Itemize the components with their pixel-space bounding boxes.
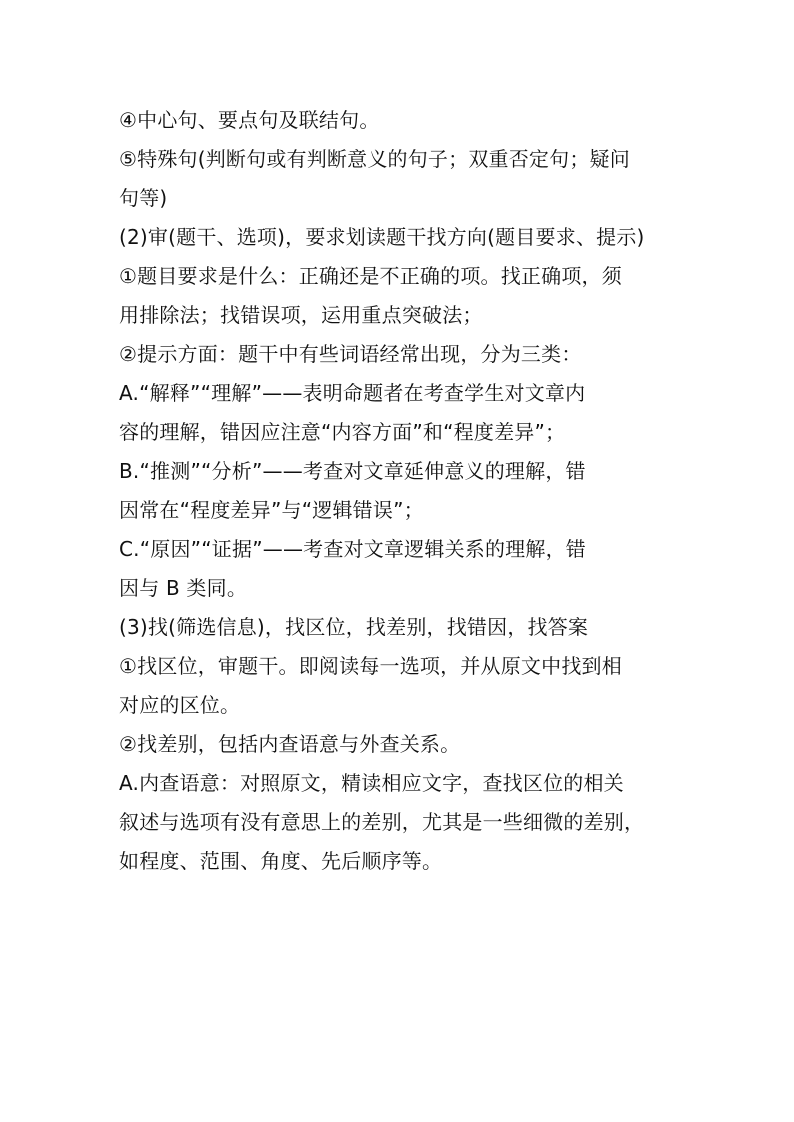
- text-line: B.“推测”“分析”——考查对文章延伸意义的理解，错: [119, 459, 586, 483]
- text-line: 对应的区位。: [119, 693, 241, 717]
- text-line: ②提示方面：题干中有些词语经常出现，分为三类：: [119, 342, 582, 366]
- text-line: 叙述与选项有没有意思上的差别，尤其是一些细微的差别，: [119, 810, 645, 834]
- text-line: 因常在“程度差异”与“逻辑错误”；: [119, 498, 424, 522]
- text-line: 如程度、范围、角度、先后顺序等。: [119, 849, 443, 873]
- text-line: ①题目要求是什么：正确还是不正确的项。找正确项，须: [119, 264, 622, 288]
- text-line: (2)审(题干、选项)，要求划读题干找方向(题目要求、提示): [119, 225, 645, 249]
- document-body: [119, 101, 679, 881]
- text-line: ②找差别，包括内查语意与外查关系。: [119, 732, 461, 756]
- text-line: C.“原因”“证据”——考查对文章逻辑关系的理解，错: [119, 537, 586, 561]
- text-line: (3)找(筛选信息)，找区位，找差别，找错因，找答案: [119, 615, 589, 639]
- text-line: 用排除法；找错误项，运用重点突破法；: [119, 303, 483, 327]
- text-line: 容的理解，错因应注意“内容方面”和“程度差异”；: [119, 420, 566, 444]
- text-line: 句等): [119, 186, 168, 210]
- text-line: A.内查语意：对照原文，精读相应文字，查找区位的相关: [119, 771, 624, 795]
- text-line: ⑤特殊句(判断句或有判断意义的句子；双重否定句；疑问: [119, 147, 630, 171]
- text-line: 因与 B 类同。: [119, 576, 248, 600]
- text-line: A.“解释”“理解”——表明命题者在考查学生对文章内: [119, 381, 586, 405]
- text-line: ④中心句、要点句及联结句。: [119, 108, 380, 132]
- text-line: ①找区位，审题干。即阅读每一选项，并从原文中找到相: [119, 654, 622, 678]
